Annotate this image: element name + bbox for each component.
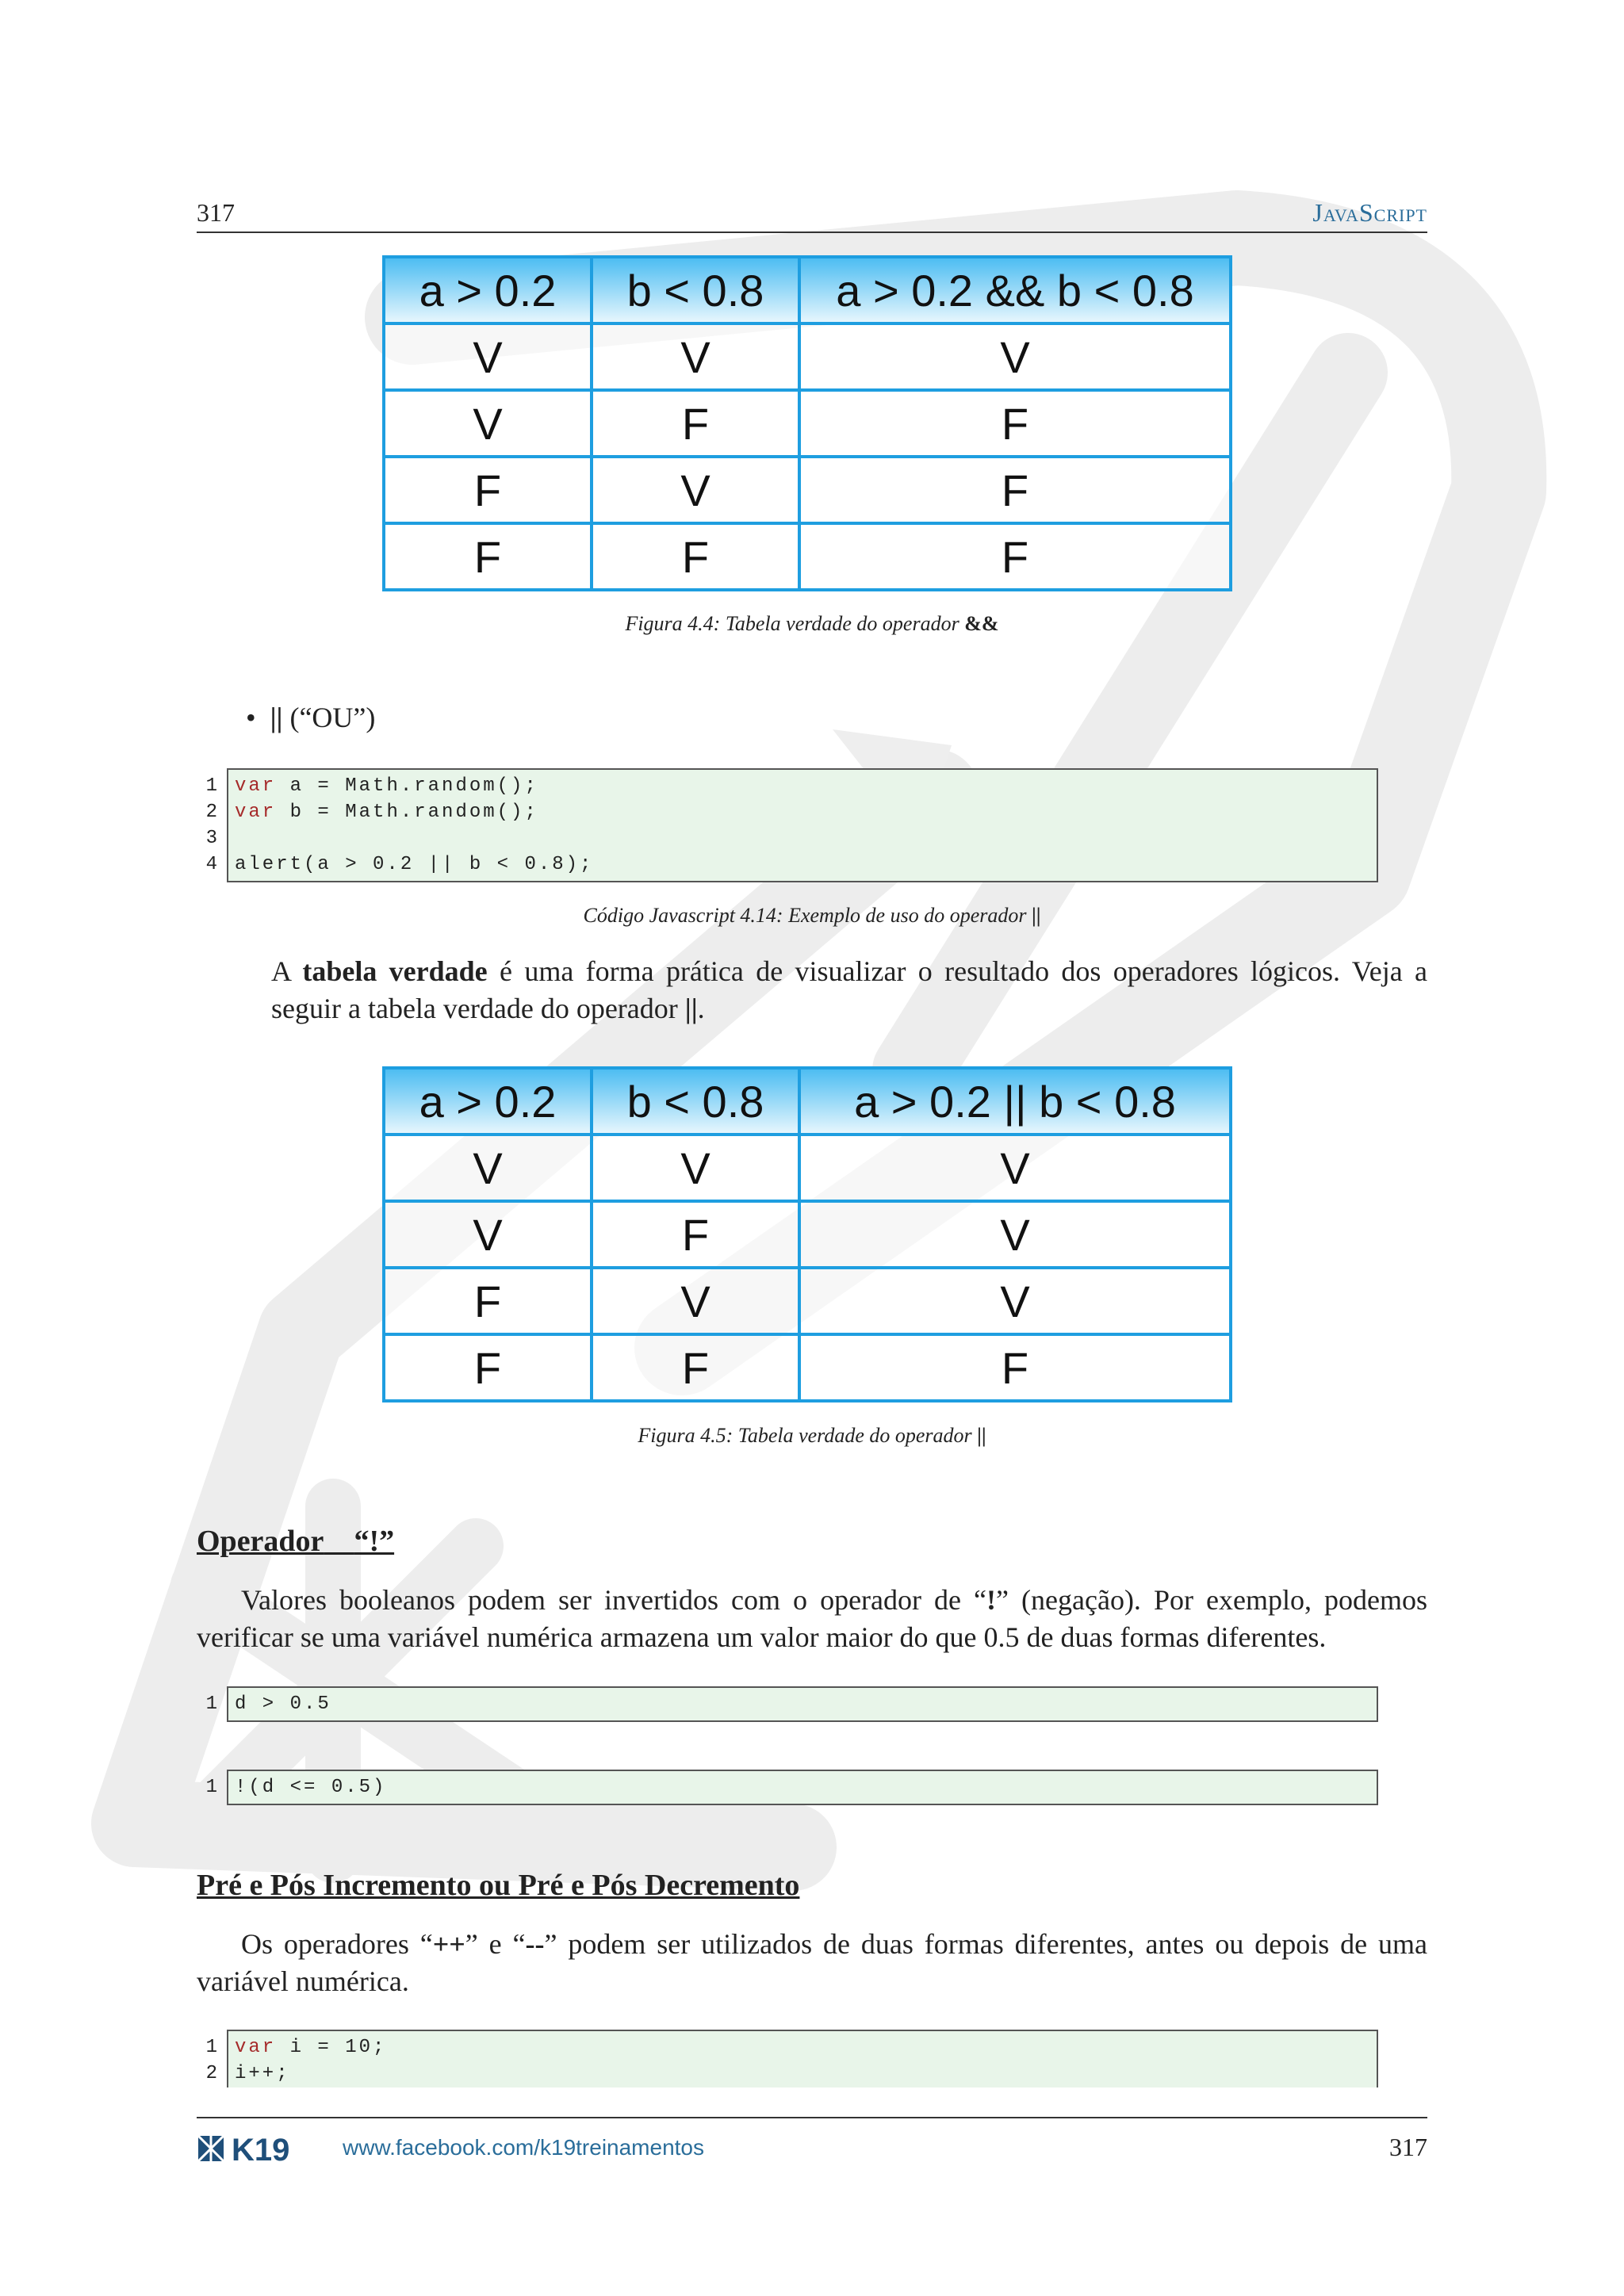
table-row <box>384 1334 1231 1401</box>
code-line-numbers: 1 2 3 4 <box>205 775 217 875</box>
k19-logo-icon <box>197 2131 324 2166</box>
table-cell: V <box>384 1201 592 1268</box>
code-line: var i = 10; <box>235 2037 387 2058</box>
table-row <box>384 1135 1231 1201</box>
figure-caption-4-4: Figura 4.4: Tabela verdade do operador && <box>625 612 999 635</box>
table-header-cell: a > 0.2 <box>384 257 592 323</box>
section-heading-increment: Pré e Pós Incremento ou Pré e Pós Decremento <box>197 1869 800 1902</box>
table-cell: V <box>384 1135 592 1201</box>
table-cell: V <box>592 457 799 523</box>
footer-url[interactable]: www.facebook.com/k19treinamentos <box>343 2135 704 2160</box>
header-chapter-title: JavaScript <box>1312 198 1427 227</box>
bullet-or-operator: • || (“OU”) <box>246 702 376 733</box>
table-row <box>384 390 1231 457</box>
figure-caption-4-5: Figura 4.5: Tabela verdade do operador || <box>638 1424 986 1447</box>
table-cell: F <box>384 1268 592 1334</box>
truth-table-or <box>382 1066 1232 1402</box>
table-cell: V <box>799 1268 1231 1334</box>
code-line-numbers: 1 <box>205 1777 217 1798</box>
code-listing-not-2 <box>227 1770 1378 1805</box>
paragraph-increment: Os operadores “++” e “--” podem ser utilizados de duas formas diferentes, antes ou depois de uma variável numérica. <box>197 1928 1427 1997</box>
code-line <box>235 825 1370 851</box>
code-line: var b = Math.random(); <box>235 802 538 823</box>
footer-page-number: 317 <box>1389 2133 1427 2161</box>
table-row <box>384 1268 1231 1334</box>
table-header-cell: a > 0.2 <box>384 1068 592 1135</box>
table-row <box>384 323 1231 390</box>
table-cell: F <box>592 1201 799 1268</box>
header-rule <box>197 232 1427 233</box>
table-row <box>384 457 1231 523</box>
header-page-number: 317 <box>197 198 235 227</box>
code-listing-not-1 <box>227 1686 1378 1722</box>
footer-rule <box>197 2117 1427 2118</box>
table-cell: V <box>799 1201 1231 1268</box>
code-line: var a = Math.random(); <box>235 775 538 797</box>
table-cell: F <box>799 523 1231 590</box>
truth-table-and <box>382 255 1232 591</box>
code-caption-4-14: Código Javascript 4.14: Exemplo de uso do operador || <box>583 904 1041 927</box>
code-listing-4-14 <box>227 768 1378 882</box>
table-cell: V <box>799 1135 1231 1201</box>
table-header-cell: a > 0.2 || b < 0.8 <box>799 1068 1231 1135</box>
table-cell: V <box>592 323 799 390</box>
paragraph-truth-table: A tabela verdade é uma forma prática de visualizar o resultado dos operadores lógicos. Veja a seguir a tabela verdade do operador ||. <box>271 955 1427 1024</box>
code-line: alert(a > 0.2 || b < 0.8); <box>235 854 594 875</box>
table-row <box>384 1201 1231 1268</box>
table-cell: F <box>592 523 799 590</box>
code-line: !(d <= 0.5) <box>235 1777 387 1798</box>
code-line: d > 0.5 <box>235 1693 331 1715</box>
table-cell: F <box>799 457 1231 523</box>
table-cell: V <box>384 323 592 390</box>
table-cell: F <box>799 390 1231 457</box>
table-cell: F <box>592 1334 799 1401</box>
svg-text:K19: K19 <box>232 2133 290 2166</box>
table-cell: V <box>799 323 1231 390</box>
table-cell: F <box>384 1334 592 1401</box>
section-heading-not-operator: Operador “!” <box>197 1525 395 1558</box>
table-cell: V <box>592 1135 799 1201</box>
table-header-cell: b < 0.8 <box>592 257 799 323</box>
table-cell: V <box>384 390 592 457</box>
table-header-cell: b < 0.8 <box>592 1068 799 1135</box>
code-line-numbers: 1 2 <box>205 2037 217 2084</box>
table-cell: F <box>384 457 592 523</box>
code-listing-increment <box>227 2030 1378 2087</box>
table-cell: F <box>384 523 592 590</box>
code-line: i++; <box>235 2063 290 2084</box>
table-cell: F <box>799 1334 1231 1401</box>
table-cell: F <box>592 390 799 457</box>
table-row <box>384 523 1231 590</box>
table-header-cell: a > 0.2 && b < 0.8 <box>799 257 1231 323</box>
table-cell: V <box>592 1268 799 1334</box>
paragraph-not-operator: Valores booleanos podem ser invertidos com o operador de “!” (negação). Por exemplo, podemos verificar se uma variável numérica armazena um valor maior do que 0.5 de duas formas diferentes. <box>197 1584 1427 1653</box>
code-line-numbers: 1 <box>205 1693 217 1715</box>
